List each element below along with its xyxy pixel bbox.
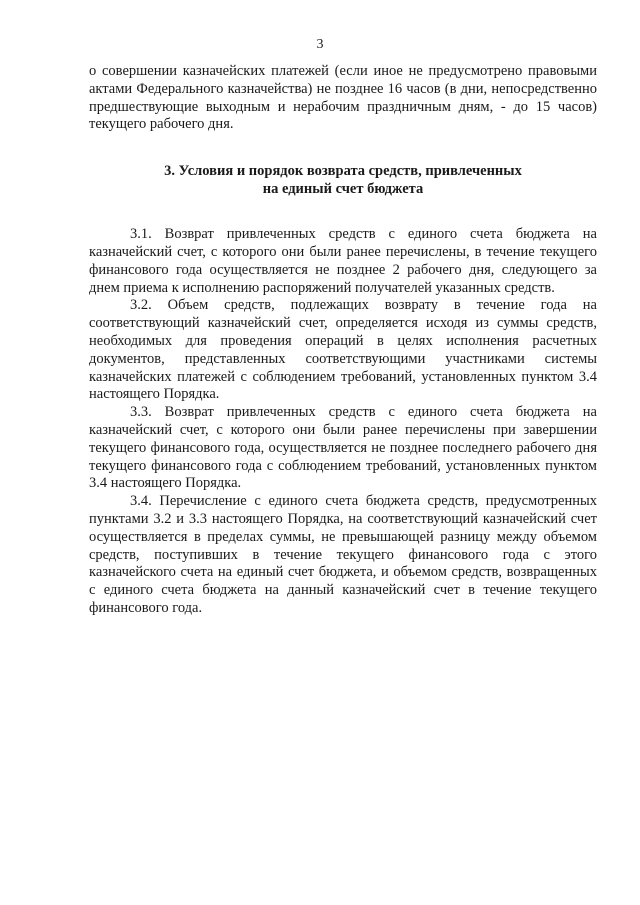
paragraph-3-1: 3.1. Возврат привлеченных средств с единого счета бюджета на казначейский счет, с которого они были ранее перечислены, в течение текущего финансового года осуществляется не позднее 2 рабочего дня, следующего за днем приема к исполнению распоряжений получателей указанных средств. xyxy=(89,226,597,296)
paragraph-3-2: 3.2. Объем средств, подлежащих возврату в течение года на соответствующий казначейский счет, определяется исходя из суммы средств, необходимых для проведения операций в целях исполнения расчетных документов, представленных соответствующими участниками системы казначейских платежей с соблюдением требований, установленных пунктом 3.4 настоящего Порядка. xyxy=(89,297,597,403)
section-3-heading-line-1: 3. Условия и порядок возврата средств, привлеченных xyxy=(164,163,522,180)
page-number: 3 xyxy=(316,37,324,52)
section-3-heading xyxy=(89,162,597,198)
paragraph-3-3: 3.3. Возврат привлеченных средств с единого счета бюджета на казначейский счет, с которого они были ранее перечислены при завершении текущего финансового года, осуществляется не позднее последнего рабочего дня текущего финансового года с соблюдением требований, установленных пунктом 3.4 настоящего Порядка. xyxy=(89,404,597,492)
section-3-heading-line-2: на единый счет бюджета xyxy=(262,181,424,198)
intro-paragraph: о совершении казначейских платежей (если иное не предусмотрено правовыми актами Федерального казначейства) не позднее 16 часов (в дни, непосредственно предшествующие выходным и нерабочим праздничным дням, - до 15 часов) текущего рабочего дня. xyxy=(89,63,597,133)
document-body xyxy=(89,63,597,618)
paragraph-3-4: 3.4. Перечисление с единого счета бюджета средств, предусмотренных пунктами 3.2 и 3.3 настоящего Порядка, на соответствующий казначейский счет осуществляется в пределах суммы, не превышающей разницу между объемом средств, поступивших в течение текущего финансового года с этого казначейского счета на единый счет бюджета, и объемом средств, возвращенных с единого счета бюджета на данный казначейский счет в течение текущего финансового года. xyxy=(89,493,597,616)
